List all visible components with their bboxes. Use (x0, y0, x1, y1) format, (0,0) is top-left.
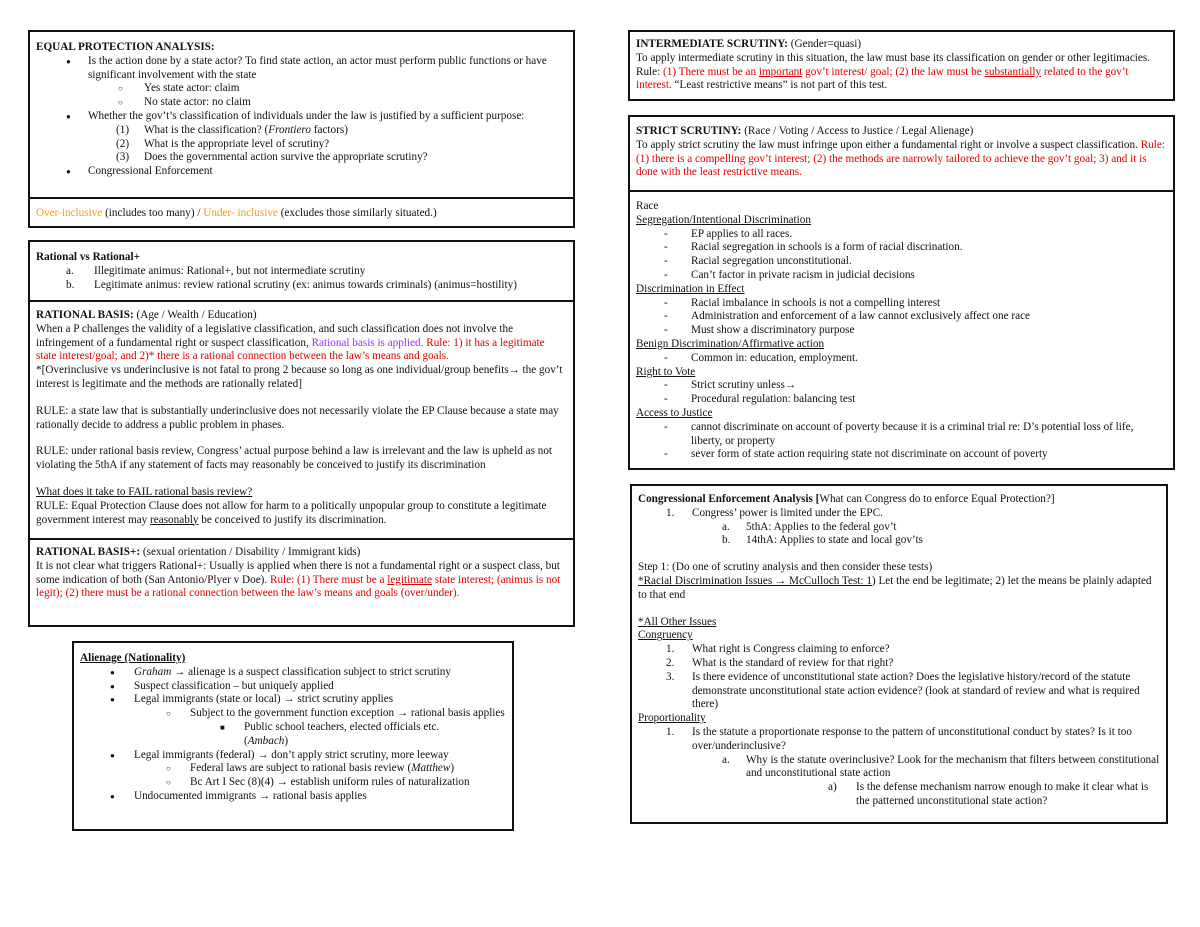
list-item: 1. What right is Congress claiming to enforce? (666, 643, 890, 656)
bullet-icon: ● (110, 791, 115, 801)
list-item: (1) What is the classification? (Frontiero factors) (116, 123, 348, 136)
list-item: ● Congressional Enforcement (66, 165, 213, 178)
strict-text: To apply strict scrutiny the law must infringe upon either a fundamental right or involve a suspect classification. Rule: (1) there is a compelling gov’t interest; (2) the methods are narrowly tailored to achieve the gov’t goal; 3) and it is done with the least restrictive means. (636, 138, 1165, 179)
congress-section: Congressional Enforcement Analysis [What can Congress do to enforce Equal Protection?] 1. Congress’ power is limited under the EPC. a. 5thA: Applies to the federal gov’t b. 14thA: Applies to state and local gov’ts Step 1: (Do one of scrutiny analysis and then consider these tests) *Racial Discrimination Issues → McCulloch Test: 1) Let the end be legitimate; 2) let the means be plainly adapted to that end *All Other Issues Congruency 1. What right is Congress claiming to enforce? 2. What is the standard of review for that right? 3. Is there evidence of unconstitutional state action? Does the legislative history/record of the statute demonstrate unconstitutional state action evidence? (look at standard of review and what is required there) Proportionality 1. Is the statute a proportionate response to the pattern of unconstitutional conduct by states? Is it too over/underinclusive? a. Why is the statute overinclusive? Look for the mechanism that filters between constitutional and unconstitutional state action a) Is the defense mechanism narrow enough to make it clear what is the patterned unconstitutional state action? (638, 493, 1160, 807)
list-item: - sever form of state action requiring state not discriminate on account of poverty (664, 448, 1048, 461)
rational-vs-title: Rational vs Rational+ (36, 251, 140, 263)
list-item: - Common in: education, employment. (664, 351, 858, 364)
rational-basis-rule: When a P challenges the validity of a legislative classification, and such classification does not involve the infringement of a fundamental right or suspect classification, Rational basis is applied. Rule: 1) it has a legitimate state interest/goal; and 2)* there is a rational connection between the law’s means and goals. (36, 322, 545, 363)
inclusive-section: Over-inclusive (includes too many) / Under- inclusive (excludes those similarly situated.) (30, 197, 573, 225)
rational-basis-title: RATIONAL BASIS: (36, 309, 134, 321)
list-item: 3. Is there evidence of unconstitutional state action? Does the legislative history/record of the statute demonstrate unconstitutional state action evidence? (look at standard of review and what is required there) (666, 670, 1140, 711)
list-item: ○ Bc Art I Sec (8)(4) → establish uniform rules of naturalization (166, 776, 470, 789)
list-item: - Racial segregation in schools is a form of racial discrination. (664, 241, 963, 254)
list-item: ● Graham → alienage is a suspect classification subject to strict scrutiny (110, 665, 451, 678)
intermediate-title: INTERMEDIATE SCRUTINY: (636, 38, 788, 50)
bullet-icon: ● (110, 681, 115, 691)
alienage-section (74, 643, 512, 808)
bullet-icon: ● (110, 667, 115, 677)
race-heading: Discrimination in Effect (636, 282, 745, 295)
list-item: a. Why is the statute overinclusive? Look for the mechanism that filters between constitutional and unconstitutional state action (722, 753, 1160, 780)
list-item: - Can’t factor in private racism in judicial decisions (664, 268, 915, 281)
strict-title: STRICT SCRUTINY: (636, 125, 742, 137)
list-item: - Must show a discriminatory purpose (664, 324, 855, 337)
strict-section: STRICT SCRUTINY: (Race / Voting / Access to Justice / Legal Alienage) To apply strict scrutiny the law must infringe upon either a fundamental right or involve a suspect classification. Rule: (1) there is a compelling gov’t interest; (2) the methods are narrowly tailored to achieve the gov’t goal; 3) and it is done with the least restrictive means. (630, 117, 1173, 190)
list-item: a) Is the defense mechanism narrow enough to make it clear what is the patterned unconstitutional state action? (828, 781, 1149, 807)
hollow-bullet-icon: ○ (166, 764, 171, 774)
intermediate-text: To apply intermediate scrutiny in this situation, the law must base its classification on gender or other legitimacies. Rule: (1) There must be an important gov’t interest/ goal; (2) the law must be substantially related to the gov’t interest. “Least restrictive means” is not part of this test. (636, 51, 1151, 92)
race-heading: Right to Vote (636, 365, 696, 378)
other-issues: *All Other Issues (638, 615, 717, 628)
rational-basis-note: *[Overinclusive vs underinclusive is not fatal to prong 2 because so long as one individual/group benefits→ the gov’t interest is legitimate and the methods are rationally related] (36, 364, 563, 390)
fail-heading: What does it take to FAIL rational basis review? (36, 485, 253, 498)
hollow-bullet-icon: ○ (118, 98, 123, 108)
hollow-bullet-icon: ○ (166, 778, 171, 788)
list-item: 1. Is the statute a proportionate response to the pattern of unconstitutional conduct by states? Is it too over/underinclusive? (666, 725, 1132, 752)
rational-vs-section (30, 242, 573, 300)
rational-plus-text: It is not clear what triggers Rational+: Usually is applied when there is not a fundamental right or a suspect class, but some indication of both (San Antonio/Plyer v Doe). Rule: (1) There must be a legitimate state interest; (animus is not legit); (2) there must be a rational connection between the law’s means and goals (over/under). (36, 559, 561, 600)
proportionality-heading: Proportionality (638, 712, 706, 725)
race-heading: Access to Justice (636, 406, 713, 419)
hollow-bullet-icon: ○ (118, 84, 123, 94)
equal-protection-section (30, 32, 573, 197)
list-item: - Strict scrutiny unless→ (664, 379, 797, 392)
rational-basis-rule-2: RULE: a state law that is substantially underinclusive does not necessarily violate the EP Clause because a state may rationally decide to address a public problem in phases. (36, 404, 559, 431)
list-item: ○ No state actor: no claim (118, 96, 251, 109)
racial-issues: *Racial Discrimination Issues → McCulloch Test: 1) Let the end be legitimate; 2) let the means be plainly adapted to that end (638, 574, 1152, 601)
bullet-icon: ● (110, 695, 115, 705)
congruency-heading: Congruency (638, 629, 693, 642)
list-item: a. 5thA: Applies to the federal gov’t (722, 520, 897, 533)
list-item: ● Suspect classification – but uniquely applied (110, 679, 334, 692)
strict-scrutiny-box (628, 115, 1175, 470)
rational-basis-box (28, 240, 575, 627)
bullet-icon: ● (66, 111, 71, 121)
list-item: - EP applies to all races. (664, 227, 793, 240)
list-item: ○ Subject to the government function exception → rational basis applies (166, 707, 505, 720)
bullet-icon: ● (66, 167, 71, 177)
alienage-box (72, 641, 514, 831)
rational-plus-section: RATIONAL BASIS+: (sexual orientation / Disability / Immigrant kids) It is not clear what triggers Rational+: Usually is applied when there is not a fundamental right or a suspect class, but some indication of both (San Antonio/Plyer v Doe). Rule: (1) There must be a legitimate state interest; (animus is not legit); (2) there must be a rational connection between the law’s means and goals (over/under). (30, 538, 573, 605)
equal-protection-box (28, 30, 575, 228)
list-item: - Procedural regulation: balancing test (664, 393, 856, 406)
list-item: ● Undocumented immigrants → rational basis applies (110, 789, 367, 802)
bullet-icon: ● (110, 750, 115, 760)
race-title: Race (636, 200, 659, 212)
list-item: b. Legitimate animus: review rational scrutiny (ex: animus towards criminals) (animus=hostility) (66, 278, 517, 291)
list-item: - Administration and enforcement of a law cannot exclusively affect one race (664, 310, 1031, 323)
rational-basis-rule-3: RULE: under rational basis review, Congress’ actual purpose behind a law is irrelevant and the law is upheld as not violating the 5thA if any statement of facts may reasonably be conceived to justify its discrimination (36, 445, 553, 472)
rational-plus-title: RATIONAL BASIS+: (36, 546, 141, 558)
alienage-title: Alienage (Nationality) (80, 652, 186, 664)
equal-protection-title: EQUAL PROTECTION ANALYSIS: (36, 41, 215, 53)
congressional-enforcement-box (630, 484, 1168, 824)
list-item: ● Legal immigrants (state or local) → strict scrutiny applies (110, 693, 394, 706)
fail-rule: RULE: Equal Protection Clause does not allow for harm to a politically unpopular group to constitute a legitimate government interest may reasonably be conceived to justify its discrimination. (36, 499, 547, 526)
list-item: ○ Federal laws are subject to rational basis review (Matthew) (166, 762, 455, 775)
step-1: Step 1: (Do one of scrutiny analysis and then consider these tests) (638, 561, 933, 574)
race-heading: Segregation/Intentional Discrimination (636, 213, 811, 226)
hollow-bullet-icon: ○ (166, 709, 171, 719)
list-item: a. Illegitimate animus: Rational+, but not intermediate scrutiny (66, 264, 366, 277)
list-item: ■ Public school teachers, elected officials etc. (Ambach) (220, 720, 440, 747)
list-item: ● Legal immigrants (federal) → don’t apply strict scrutiny, more leeway (110, 748, 449, 761)
list-item: - Racial segregation unconstitutional. (664, 255, 852, 268)
list-item: ○ Yes state actor: claim (118, 82, 240, 95)
list-item: - Racial imbalance in schools is not a compelling interest (664, 296, 941, 309)
list-item: (3) Does the governmental action survive the appropriate scrutiny? (116, 151, 428, 164)
bullet-icon: ● (66, 56, 71, 66)
list-item: 1. Congress’ power is limited under the EPC. (666, 506, 883, 519)
race-heading: Benign Discrimination/Affirmative action (636, 337, 825, 350)
congress-title: Congressional Enforcement Analysis [ (638, 493, 820, 505)
list-item: 2. What is the standard of review for that right? (666, 656, 894, 669)
list-item: - cannot discriminate on account of poverty because it is a criminal trial re: D’s potential loss of life, liberty, or property (664, 420, 1134, 447)
intermediate-section: INTERMEDIATE SCRUTINY: (Gender=quasi) To apply intermediate scrutiny in this situation, the law must base its classification on gender or other legitimacies. Rule: (1) There must be an important gov’t interest/ goal; (2) the law must be substantially related to the gov’t interest. “Least restrictive means” is not part of this test. (630, 32, 1173, 97)
list-item: ● Is the action done by a state actor? To find state action, an actor must perform public functions or have significant involvement with the state (66, 54, 547, 81)
list-item: b. 14thA: Applies to state and local gov’ts (722, 534, 923, 547)
intermediate-scrutiny-box (628, 30, 1175, 101)
race-section (630, 190, 1173, 466)
rational-basis-section: RATIONAL BASIS: (Age / Wealth / Education) When a P challenges the validity of a legislative classification, and such classification does not involve the infringement of a fundamental right or suspect classification, Rational basis is applied. Rule: 1) it has a legitimate state interest/goal; and 2)* there is a rational connection between the law’s means and goals. *[Overinclusive vs underinclusive is not fatal to prong 2 because so long as one individual/group benefits→ the gov’t interest is legitimate and the methods are rationally related] RULE: a state law that is substantially underinclusive does not necessarily violate the EP Clause because a state may rationally decide to address a public problem in phases. RULE: under rational basis review, Congress’ actual purpose behind a law is irrelevant and the law is upheld as not violating the 5thA if any statement of facts may reasonably be conceived to justify its discrimination What does it take to FAIL rational basis review? RULE: Equal Protection Clause does not allow for harm to a politically unpopular group to constitute a legitimate government interest may reasonably be conceived to justify its discrimination. (30, 300, 573, 538)
square-bullet-icon: ■ (220, 722, 225, 732)
list-item: ● Whether the gov’t’s classification of individuals under the law is justified by a sufficient purpose: (66, 109, 525, 122)
list-item: (2) What is the appropriate level of scrutiny? (116, 137, 330, 150)
